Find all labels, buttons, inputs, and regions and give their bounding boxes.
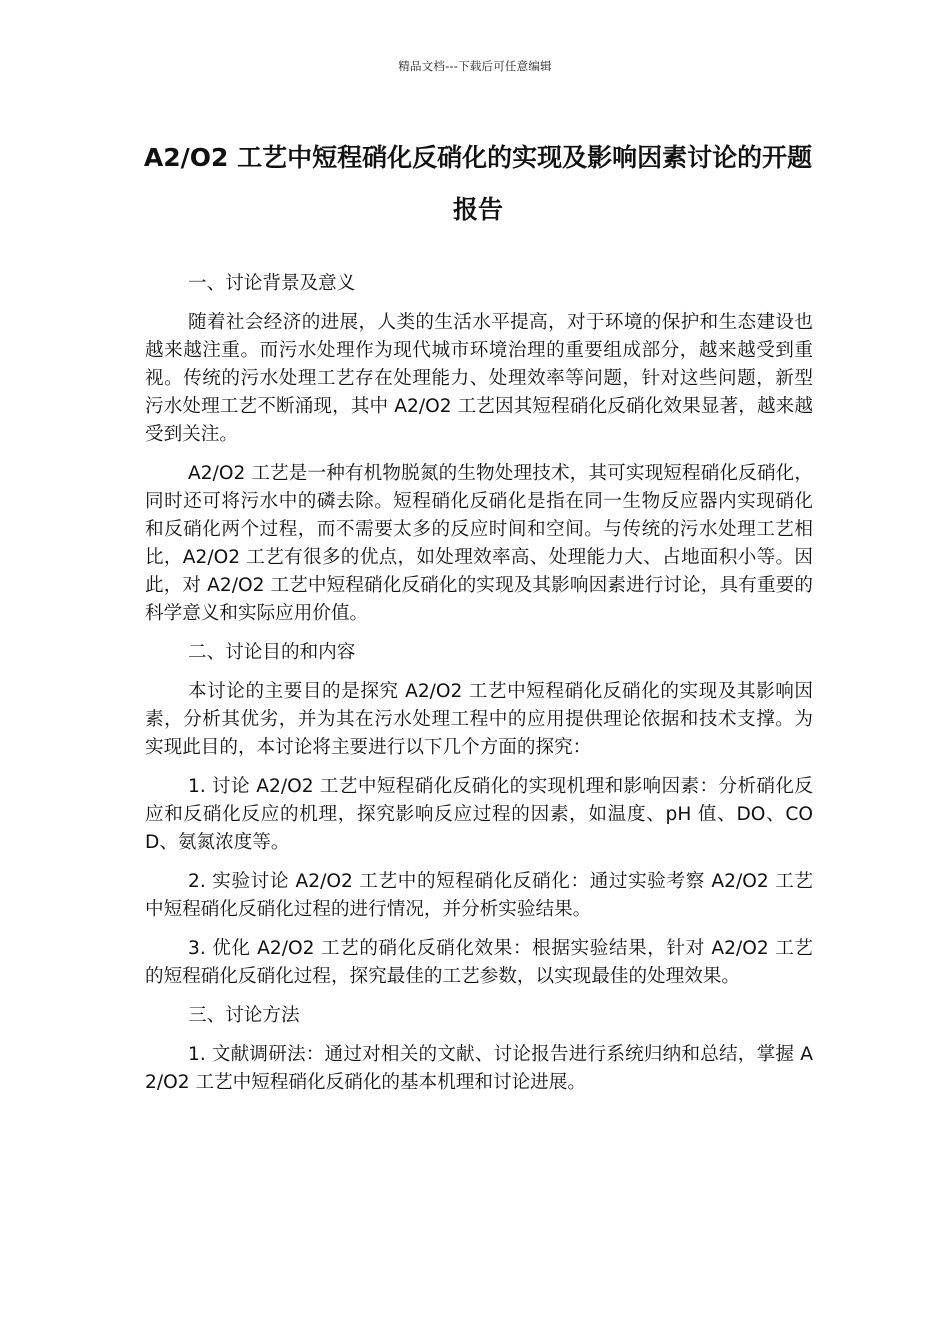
paragraph-purpose-item-2: 2. 实验讨论 A2/O2 工艺中的短程硝化反硝化：通过实验考察 A2/O2 工艺中短程硝化反硝化过程的进行情况，并分析实验结果。: [145, 871, 813, 920]
section-heading-purpose: 二、讨论目的和内容: [188, 642, 356, 663]
paragraph-methods-item-1: 1. 文献调研法：通过对相关的文献、讨论报告进行系统归纳和总结，掌握 A2/O2 工艺中短程硝化反硝化的基本机理和讨论进展。: [145, 1044, 813, 1093]
document-body: [145, 270, 813, 1108]
paragraph-purpose-item-3: 3. 优化 A2/O2 工艺的硝化反硝化效果：根据实验结果，针对 A2/O2 工艺的短程硝化反硝化过程，探究最佳的工艺参数，以实现最佳的处理效果。: [145, 938, 813, 987]
paragraph-background-1: 随着社会经济的进展，人类的生活水平提高，对于环境的保护和生态建设也越来越注重。而污水处理作为现代城市环境治理的重要组成部分，越来越受到重视。传统的污水处理工艺存在处理能力、处理效率等问题，针对这些问题，新型污水处理工艺不断涌现，其中 A2/O2 工艺因其短程硝化反硝化效果显著，越来越受到关注。: [145, 312, 813, 445]
paragraph-background-2: A2/O2 工艺是一种有机物脱氮的生物处理技术，其可实现短程硝化反硝化，同时还可将污水中的磷去除。短程硝化反硝化是指在同一生物反应器内实现硝化和反硝化两个过程，而不需要太多的反应时间和空间。与传统的污水处理工艺相比，A2/O2 工艺有很多的优点，如处理效率高、处理能力大、占地面积小等。因此，对 A2/O2 工艺中短程硝化反硝化的实现及其影响因素进行讨论，具有重要的科学意义和实际应用价值。: [145, 463, 813, 624]
paragraph-purpose-intro: 本讨论的主要目的是探究 A2/O2 工艺中短程硝化反硝化的实现及其影响因素，分析其优劣，并为其在污水处理工程中的应用提供理论依据和技术支撑。为实现此目的，本讨论将主要进行以下几个方面的探究：: [145, 681, 813, 758]
section-heading-methods: 三、讨论方法: [188, 1005, 300, 1026]
document-title: A2/O2 工艺中短程硝化反硝化的实现及影响因素讨论的开题报告: [143, 143, 813, 224]
paragraph-purpose-item-1: 1. 讨论 A2/O2 工艺中短程硝化反硝化的实现机理和影响因素：分析硝化反应和反硝化反应的机理，探究影响反应过程的因素，如温度、pH 值、DO、COD、氨氮浓度等。: [145, 776, 813, 853]
header-note: 精品文档---下载后可任意编辑: [398, 59, 552, 73]
section-heading-background: 一、讨论背景及意义: [188, 273, 356, 294]
